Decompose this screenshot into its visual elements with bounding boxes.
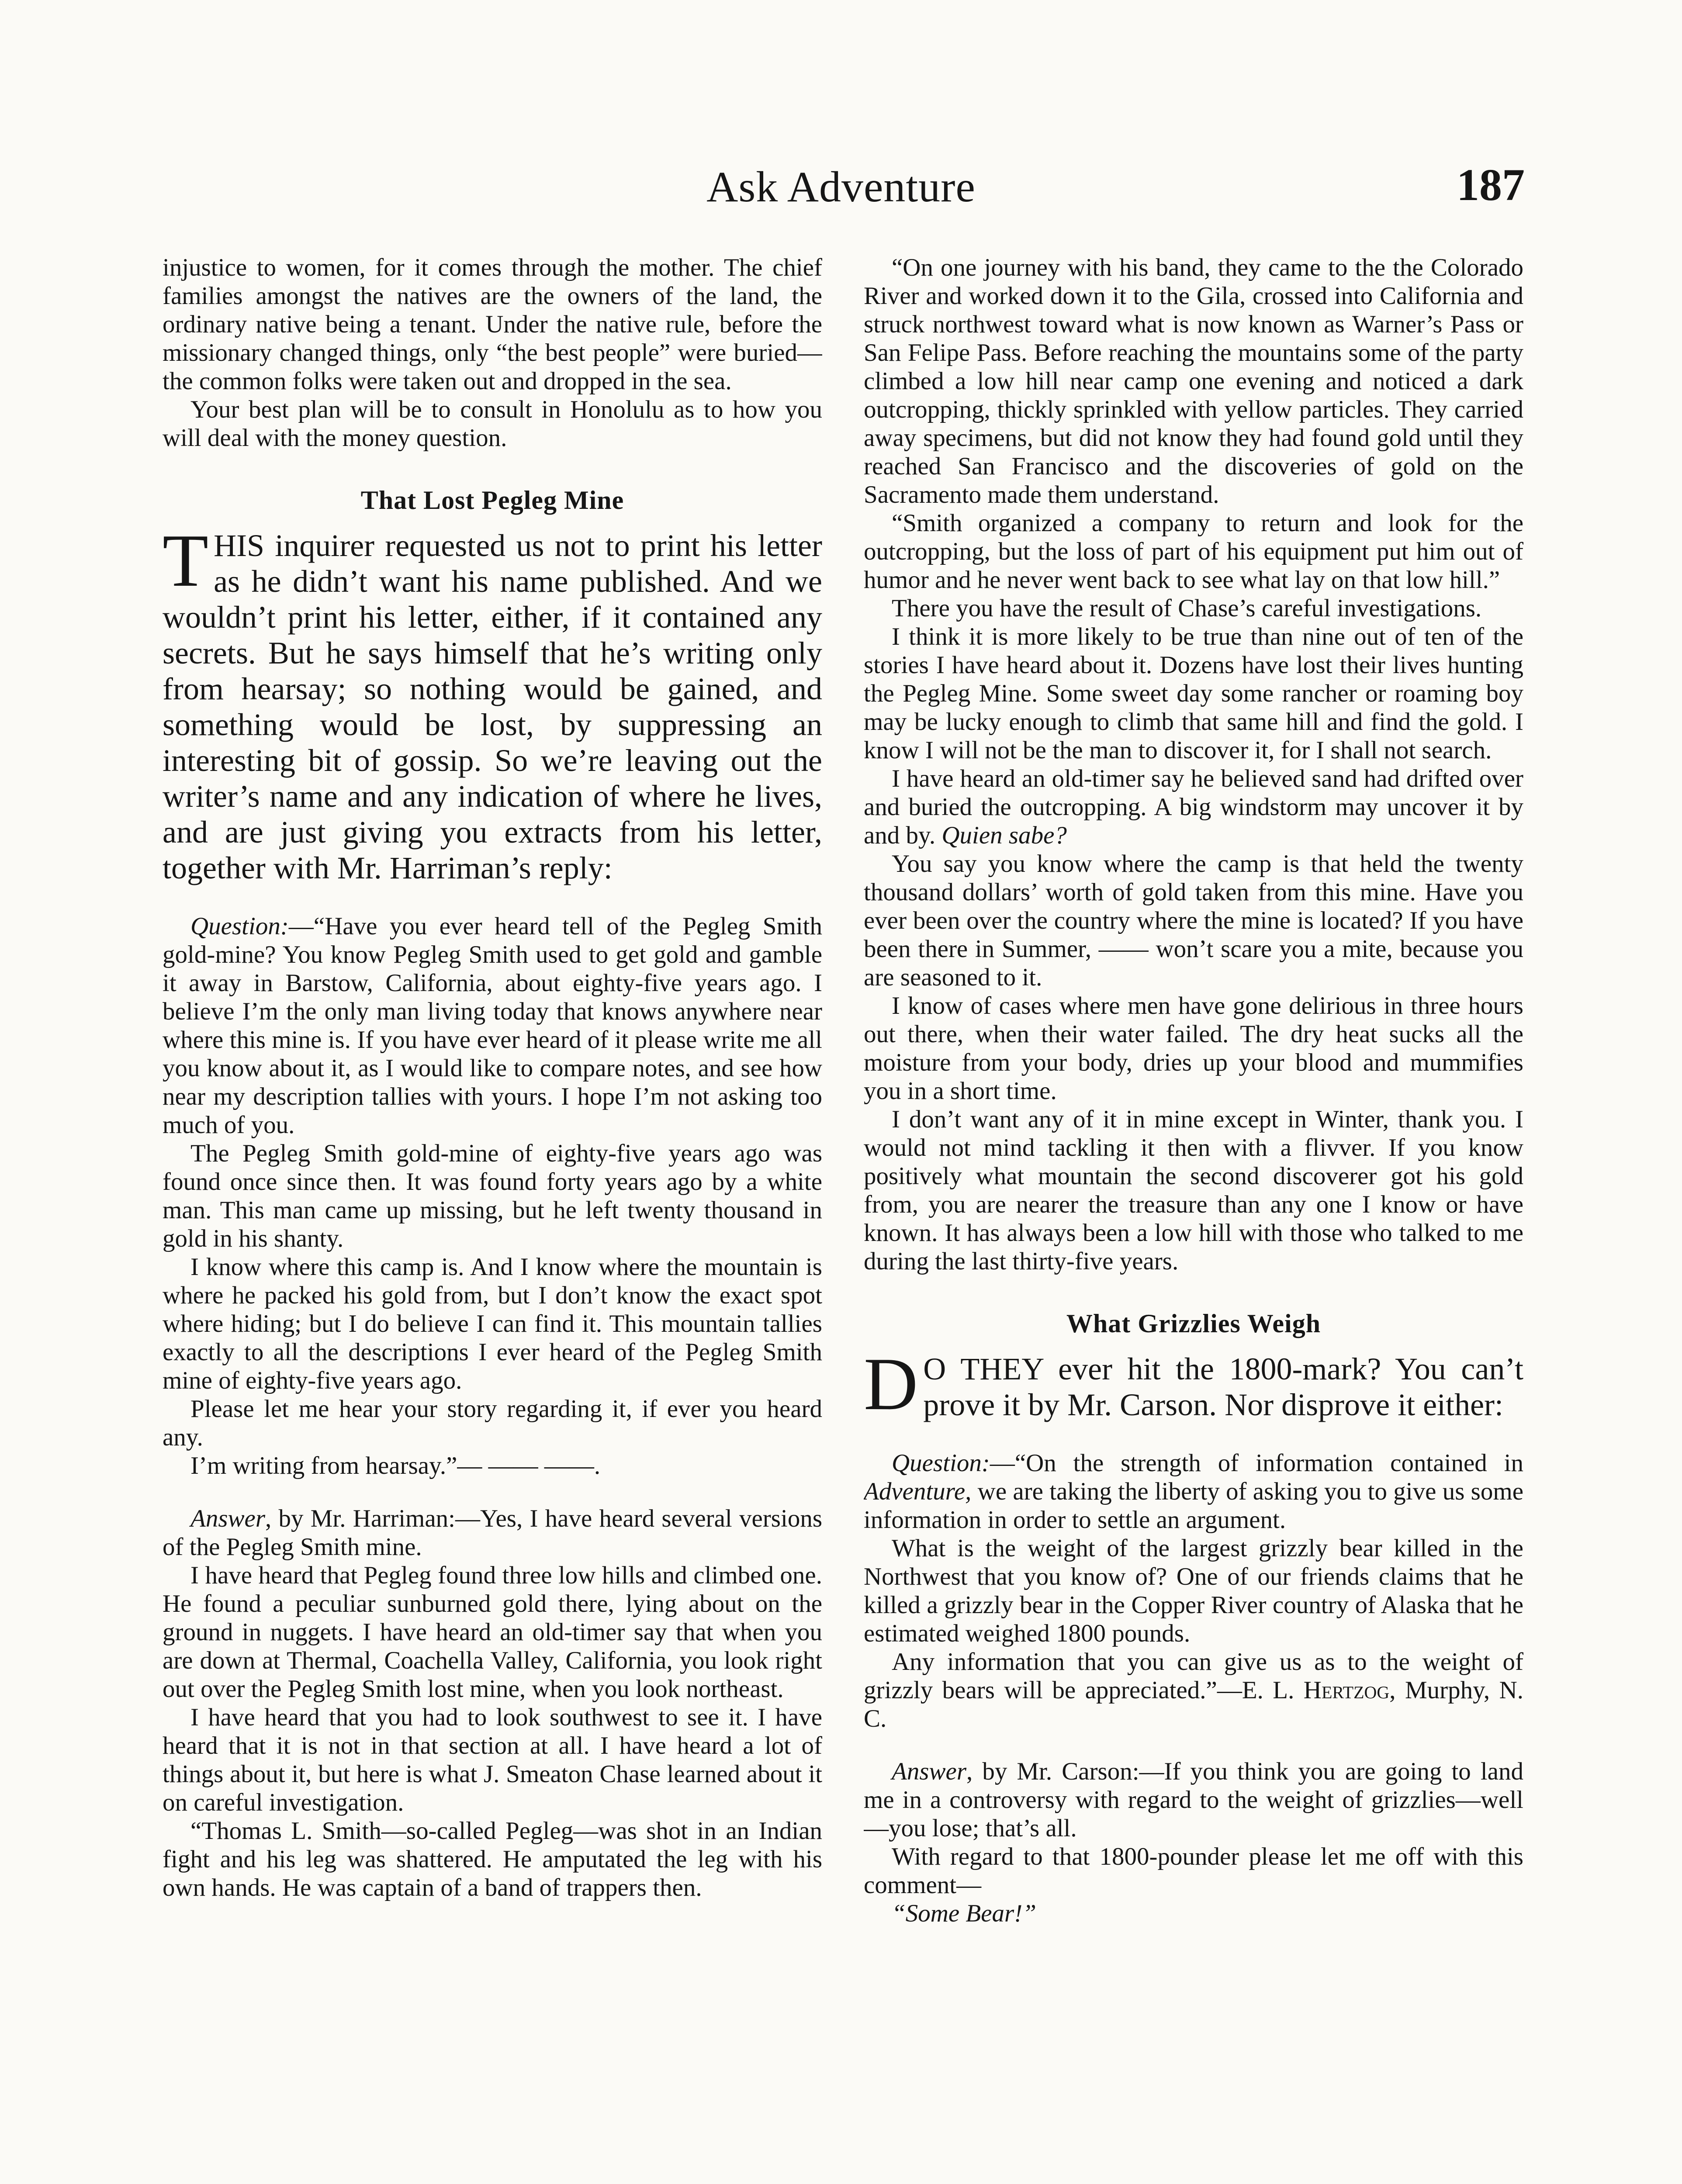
answer-paragraph: Answer, by Mr. Carson:—If you think you are going to land me in a controversy with regard to the weight of grizzlies—well—you lose; that’s all. xyxy=(864,1758,1523,1842)
paragraph: There you have the result of Chase’s careful investigations. xyxy=(892,594,1482,622)
paragraph: Your best plan will be to consult in Honolulu as to how you will deal with the money question. xyxy=(163,396,822,452)
section-intro xyxy=(163,519,822,886)
paragraph: The Pegleg Smith gold-mine of eighty-five years ago was found once since then. It was found forty years ago by a white man. This man came up missing, but he left twenty thousand in gold in his shanty. xyxy=(163,1140,822,1252)
paragraph: With regard to that 1800-pounder please let me off with this comment— xyxy=(864,1843,1523,1899)
paragraph: I have heard that you had to look southwest to see it. I have heard that it is not in that section at all. I have heard a lot of things about it, but here is what J. Smeaton Chase learned about it on careful investigation. xyxy=(163,1704,822,1816)
left-column xyxy=(163,253,822,2184)
magazine-name: Adventure, xyxy=(864,1478,972,1505)
drop-cap: D xyxy=(864,1343,918,1426)
paragraph: Please let me hear your story regarding it, if ever you heard any. xyxy=(163,1395,822,1451)
intro-text: HIS inquirer requested us not to print his letter as he didn’t want his name published. And we wouldn’t print his letter, either, if it contained any secrets. But he says himself that he’s writing only from hearsay; so nothing would be gained, and something would be lost, by suppressing an interesting bit of gossip. So we’re leaving out the writer’s name and any indication of where he lives, and are just giving you extracts from his letter, together with Mr. Harriman’s reply: xyxy=(163,528,822,885)
page-header xyxy=(0,162,1682,210)
paragraph: “Smith organized a company to return and look for the outcropping, but the loss of part of his equipment put him out of humor and he never went back to see what lay on that low hill.” xyxy=(864,509,1523,594)
running-title: Ask Adventure xyxy=(706,162,976,211)
answer-label: Answer xyxy=(190,1505,265,1532)
paragraph: What is the weight of the largest grizzly bear killed in the Northwest that you know of? One of our friends claims that he killed a grizzly bear in the Copper River country of Alaska that he estimated weighed 1800 pounds. xyxy=(864,1534,1523,1647)
section-title: That Lost Pegleg Mine xyxy=(360,486,624,515)
right-column xyxy=(864,253,1523,2184)
drop-cap: T xyxy=(163,519,209,602)
question-label: Question: xyxy=(892,1449,990,1477)
question-paragraph: Question:—“Have you ever heard tell of the Pegleg Smith gold-mine? You know Pegleg Smith used to get gold and gamble it away in Barstow, California, about eighty-five years ago. I believe I’m the only man living today that knows anywhere near where this mine is. If you have ever heard of it please write me all you know about it, as I would like to compare notes, and see how near my description tallies with yours. I hope I’m not asking too much of you. xyxy=(163,912,822,1139)
paragraph: I don’t want any of it in mine except in Winter, thank you. I would not mind tackling it then with a flivver. If you know positively what mountain the second discoverer got his gold from, you are nearer the treasure than any one I know or have known. It has always been a low hill with those who talked to me during the last thirty-five years. xyxy=(864,1106,1523,1275)
paragraph: Any information that you can give us as to the weight of grizzly bears will be appreciated.”—E. L. Hertzog, Murphy, N. C. xyxy=(864,1648,1523,1732)
paragraph: “Thomas L. Smith—so-called Pegleg—was shot in an Indian fight and his leg was shattered. He amputated the leg with his own hands. He was captain of a band of trappers then. xyxy=(163,1817,822,1901)
paragraph: injustice to women, for it comes through the mother. The chief families amongst the natives are the owners of the land, the ordinary native being a tenant. Under the native rule, before the missionary changed things, only “the best people” were buried—the common folks were taken out and dropped in the sea. xyxy=(163,254,822,395)
section-title: What Grizzlies Weigh xyxy=(1066,1309,1321,1338)
paragraph: I have heard an old-timer say he believed sand had drifted over and buried the outcropping. A big windstorm may uncover it by and by. Quien sabe? xyxy=(864,765,1523,849)
paragraph: You say you know where the camp is that held the twenty thousand dollars’ worth of gold taken from this mine. Have you ever been over the country where the mine is located? If you have been there in Summer, —— won’t scare you a mite, because you are seasoned to it. xyxy=(864,850,1523,991)
intro-text: O THEY ever hit the 1800-mark? You can’t prove it by Mr. Carson. Nor disprove it either: xyxy=(923,1351,1523,1422)
page-number: 187 xyxy=(1457,160,1525,210)
question-label: Question: xyxy=(190,912,289,940)
paragraph: I’m writing from hearsay.”— —— ——. xyxy=(190,1452,601,1479)
signature: Hertzog xyxy=(1303,1676,1390,1704)
quien-sabe: Quien sabe? xyxy=(941,822,1067,849)
paragraph: I think it is more likely to be true than nine out of ten of the stories I have heard about it. Dozens have lost their lives hunting the Pegleg Mine. Some sweet day some rancher or roaming boy may be lucky enough to climb that same hill and find the gold. I know I will not be the man to discover it, for I shall not search. xyxy=(864,623,1523,764)
section-intro xyxy=(864,1343,1523,1426)
paragraph: I know where this camp is. And I know where the mountain is where he packed his gold from, but I don’t know the exact spot where hiding; but I do believe I can find it. This mountain tallies exactly to all the descriptions I ever heard of the Pegleg Smith mine of eighty-five years ago. xyxy=(163,1253,822,1394)
paragraph: I have heard that Pegleg found three low hills and climbed one. He found a peculiar sunburned gold there, lying about on the ground in nuggets. I have heard an old-timer say that when you are down at Thermal, Coachella Valley, California, you look right out over the Pegleg Smith lost mine, when you look northeast. xyxy=(163,1562,822,1703)
answer-paragraph: Answer, by Mr. Harriman:—Yes, I have heard several versions of the Pegleg Smith mine. xyxy=(163,1505,822,1561)
answer-label: Answer xyxy=(892,1758,966,1785)
closing-line: “Some Bear!” xyxy=(892,1900,1036,1927)
paragraph: I know of cases where men have gone delirious in three hours out there, when their water failed. The dry heat sucks all the moisture from your body, dries up your blood and mummifies you in a short time. xyxy=(864,992,1523,1105)
question-paragraph: Question:—“On the strength of information contained in Adventure, we are taking the liberty of asking you to give us some information in order to settle an argument. xyxy=(864,1449,1523,1534)
paragraph: “On one journey with his band, they came to the the Colorado River and worked down it to the Gila, crossed into California and struck northwest toward what is now known as Warner’s Pass or San Felipe Pass. Before reaching the mountains some of the party climbed a low hill near camp one evening and noticed a dark outcropping, thickly sprinkled with yellow particles. They carried away specimens, but did not know they had found gold until they reached San Francisco and the discoveries of gold on the Sacramento made them understand. xyxy=(864,254,1523,508)
